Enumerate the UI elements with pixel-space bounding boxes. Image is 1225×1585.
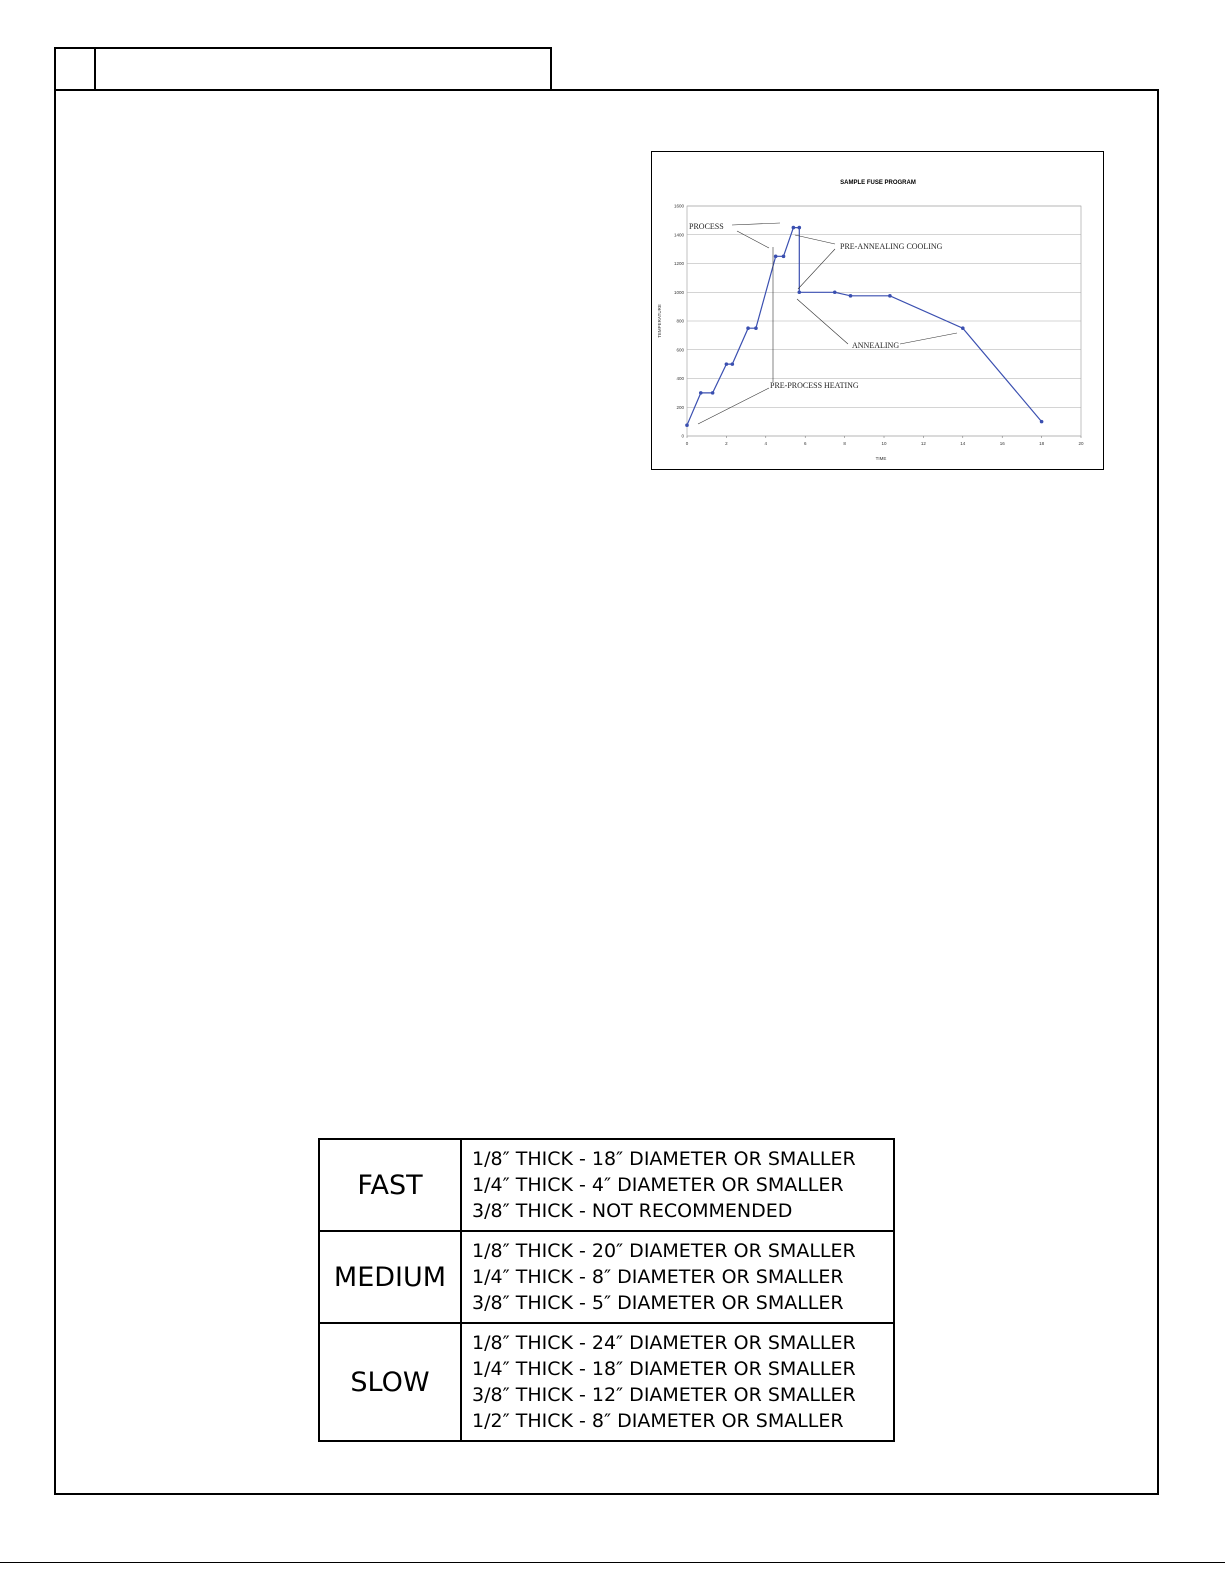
data-point — [711, 391, 715, 395]
data-point — [849, 294, 853, 298]
y-tick-label: 600 — [676, 347, 684, 353]
data-point — [731, 362, 735, 366]
annotation-leader-line — [732, 223, 780, 225]
x-tick-label: 14 — [960, 441, 966, 446]
data-point — [699, 391, 703, 395]
annotation-leader-line — [737, 231, 769, 248]
data-point — [746, 326, 750, 330]
speed-label: FAST — [319, 1139, 461, 1231]
annotation-label: PRE-ANNEALING COOLING — [840, 242, 943, 251]
annotation-leader-line — [797, 299, 848, 344]
y-tick-label: 1600 — [673, 203, 684, 209]
x-tick-label: 10 — [881, 441, 887, 446]
speed-label: MEDIUM — [319, 1231, 461, 1323]
x-tick-label: 4 — [764, 441, 768, 446]
speed-label: SLOW — [319, 1323, 461, 1441]
annotation-leader-line — [900, 333, 957, 344]
x-tick-label: 0 — [685, 441, 689, 446]
x-tick-label: 18 — [1039, 441, 1045, 446]
data-point — [961, 326, 965, 330]
data-point — [833, 290, 837, 294]
data-point — [797, 226, 801, 230]
fuse-program-chart — [651, 151, 1104, 470]
data-point — [754, 326, 758, 330]
x-tick-label: 20 — [1078, 441, 1084, 446]
chart-svg — [652, 152, 1105, 471]
spec-line: 3/8″ THICK - 12″ DIAMETER OR SMALLER — [472, 1384, 856, 1406]
y-tick-label: 200 — [676, 404, 684, 410]
data-point — [1040, 420, 1044, 424]
spec-line: 1/2″ THICK - 8″ DIAMETER OR SMALLER — [472, 1410, 844, 1432]
x-axis-label: TIME — [875, 456, 887, 461]
data-point — [725, 362, 729, 366]
header-tab — [54, 47, 552, 89]
speed-row-slow — [319, 1323, 894, 1441]
speed-specs — [461, 1323, 894, 1441]
page-number-cell — [56, 49, 96, 89]
series-line — [687, 228, 1042, 426]
spec-line: 1/8″ THICK - 24″ DIAMETER OR SMALLER — [472, 1332, 856, 1354]
spec-line: 1/4″ THICK - 18″ DIAMETER OR SMALLER — [472, 1358, 856, 1380]
data-point — [797, 290, 801, 294]
annotation-label: PROCESS — [689, 222, 724, 231]
data-point — [685, 423, 689, 427]
speed-specs — [461, 1231, 894, 1323]
annotation-leader-line — [798, 249, 835, 289]
speed-row-fast — [319, 1139, 894, 1231]
data-point — [782, 255, 786, 259]
x-tick-label: 6 — [803, 441, 807, 446]
speed-specs — [461, 1139, 894, 1231]
x-tick-label: 2 — [725, 441, 728, 446]
firing-speed-table — [318, 1138, 895, 1442]
spec-line: 1/4″ THICK - 4″ DIAMETER OR SMALLER — [472, 1174, 844, 1196]
y-tick-label: 400 — [676, 376, 684, 381]
data-point — [888, 294, 892, 298]
bottom-rule — [0, 1562, 1225, 1563]
data-point — [792, 226, 796, 230]
spec-line: 3/8″ THICK - NOT RECOMMENDED — [472, 1200, 793, 1222]
y-tick-label: 1000 — [673, 289, 684, 295]
annotation-label: ANNEALING — [852, 341, 900, 350]
annotation-label: PRE-PROCESS HEATING — [770, 381, 859, 390]
y-axis-label: TEMPERATURE — [657, 304, 662, 338]
x-tick-label: 8 — [843, 441, 846, 446]
y-tick-label: 1400 — [673, 232, 684, 238]
annotation-leader-line — [795, 235, 835, 244]
chart-title: SAMPLE FUSE PROGRAM — [840, 180, 916, 186]
spec-line: 1/8″ THICK - 18″ DIAMETER OR SMALLER — [472, 1148, 856, 1170]
spec-line: 1/8″ THICK - 20″ DIAMETER OR SMALLER — [472, 1240, 856, 1262]
speed-row-medium — [319, 1231, 894, 1323]
y-tick-label: 800 — [676, 318, 684, 324]
x-tick-label: 16 — [999, 441, 1005, 446]
spec-line: 3/8″ THICK - 5″ DIAMETER OR SMALLER — [472, 1292, 844, 1314]
y-tick-label: 0 — [681, 433, 684, 439]
data-point — [774, 255, 778, 259]
y-tick-label: 1200 — [673, 261, 684, 266]
x-tick-label: 12 — [920, 441, 926, 446]
spec-line: 1/4″ THICK - 8″ DIAMETER OR SMALLER — [472, 1266, 844, 1288]
